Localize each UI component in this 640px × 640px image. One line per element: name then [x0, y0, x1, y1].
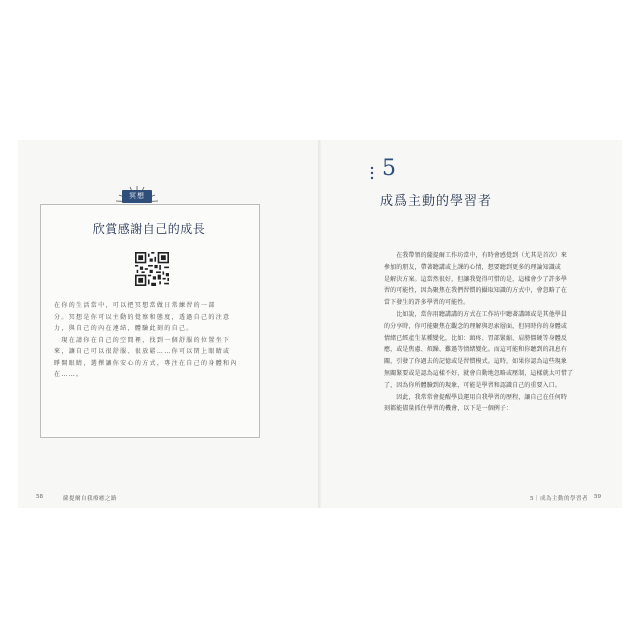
chapter-dots-icon — [370, 166, 374, 180]
meditation-line: 分。冥想是你可以主動的覺察和態度，透過自己的注意 — [54, 313, 231, 321]
meditation-text — [54, 300, 250, 381]
running-head-right: 5｜成為主動的學習者 — [530, 496, 588, 502]
meditation-title: 欣賞感謝自己的成長 — [92, 222, 206, 236]
page-number-right: 59 — [594, 494, 601, 500]
chapter-title: 成爲主動的學習者 — [380, 194, 493, 209]
body-line: 在我帶領的薩提爾工作坊當中，有時會感覺到（尤其是首次）來 — [384, 252, 568, 259]
running-title-left: 薩提爾自我療癒之路 — [63, 496, 118, 502]
right-page — [322, 140, 622, 508]
left-page — [18, 140, 318, 508]
body-line: 了，因為你所體驗到的現象，可能是學習和認識自己的重要入口。 — [384, 381, 561, 389]
body-line: 因此，我常常會提醒學員運用自我學習的歷程，讓自己在任何時 — [384, 393, 568, 401]
meditation-line: 現在請你在自己的空間裡，找到一個舒服的位置坐下 — [54, 336, 231, 344]
body-line: 應，或是焦慮、煩躁、難過等情緒變化。而這可能和你聽到的訊息有 — [384, 346, 568, 354]
body-line: 關，引發了你過去的記憶或是習慣模式。這時，如果你認為這些現象 — [384, 358, 568, 366]
chapter-number: 5 — [382, 156, 396, 181]
body-line: 當下發生的許多學習的可能性。 — [384, 299, 470, 307]
body-line: 比如說，當你用聽講講的方式在工作坊中聽著講師或是其他學員 — [384, 310, 568, 318]
meditation-line: 在……。 — [54, 371, 84, 378]
meditation-badge: 冥想 — [122, 190, 152, 203]
body-line: 的分享時，你可能聚焦在觀念的理解與思索層面，但同時你的身體或 — [384, 322, 568, 330]
body-line: 習的可能性，因為聚焦在我們習慣的攝取知識的方式中，會忽略了在 — [384, 287, 568, 295]
qr-code-icon[interactable] — [135, 252, 169, 286]
body-line: 是解決方案。這當然很好，但讓我覺得可惜的是，這樣會少了許多學 — [384, 275, 568, 283]
page-number-left: 58 — [36, 494, 43, 500]
body-line: 無關緊要或是認為這樣不好，就會自動地忽略或壓制，這樣就太可惜了 — [384, 369, 574, 377]
book-spread — [18, 140, 622, 508]
meditation-line: 力，與自己的內在連結，體驗此刻的自己。 — [54, 325, 194, 332]
body-line: 參加的朋友，帶著聽講或上課的心情，想要聽到更多的理論知識或 — [384, 263, 561, 271]
body-line: 刻都能儘量抓住學習的機會，以下是一個例子： — [384, 405, 513, 413]
body-line: 情緒已經產生某種變化，比如：頭疼、胃部緊縮、肩膀僵硬等身體反 — [384, 334, 568, 342]
meditation-line: 在你的生活當中，可以把冥想當做日常練習的一部 — [54, 302, 216, 309]
body-text — [384, 250, 604, 415]
meditation-line: 睜開眼睛，選擇讓你安心的方式，專注在自己的身體和內 — [54, 359, 238, 367]
meditation-line: 來，讓自己可以很舒服、很放鬆……你可以閉上眼睛或 — [54, 348, 231, 355]
